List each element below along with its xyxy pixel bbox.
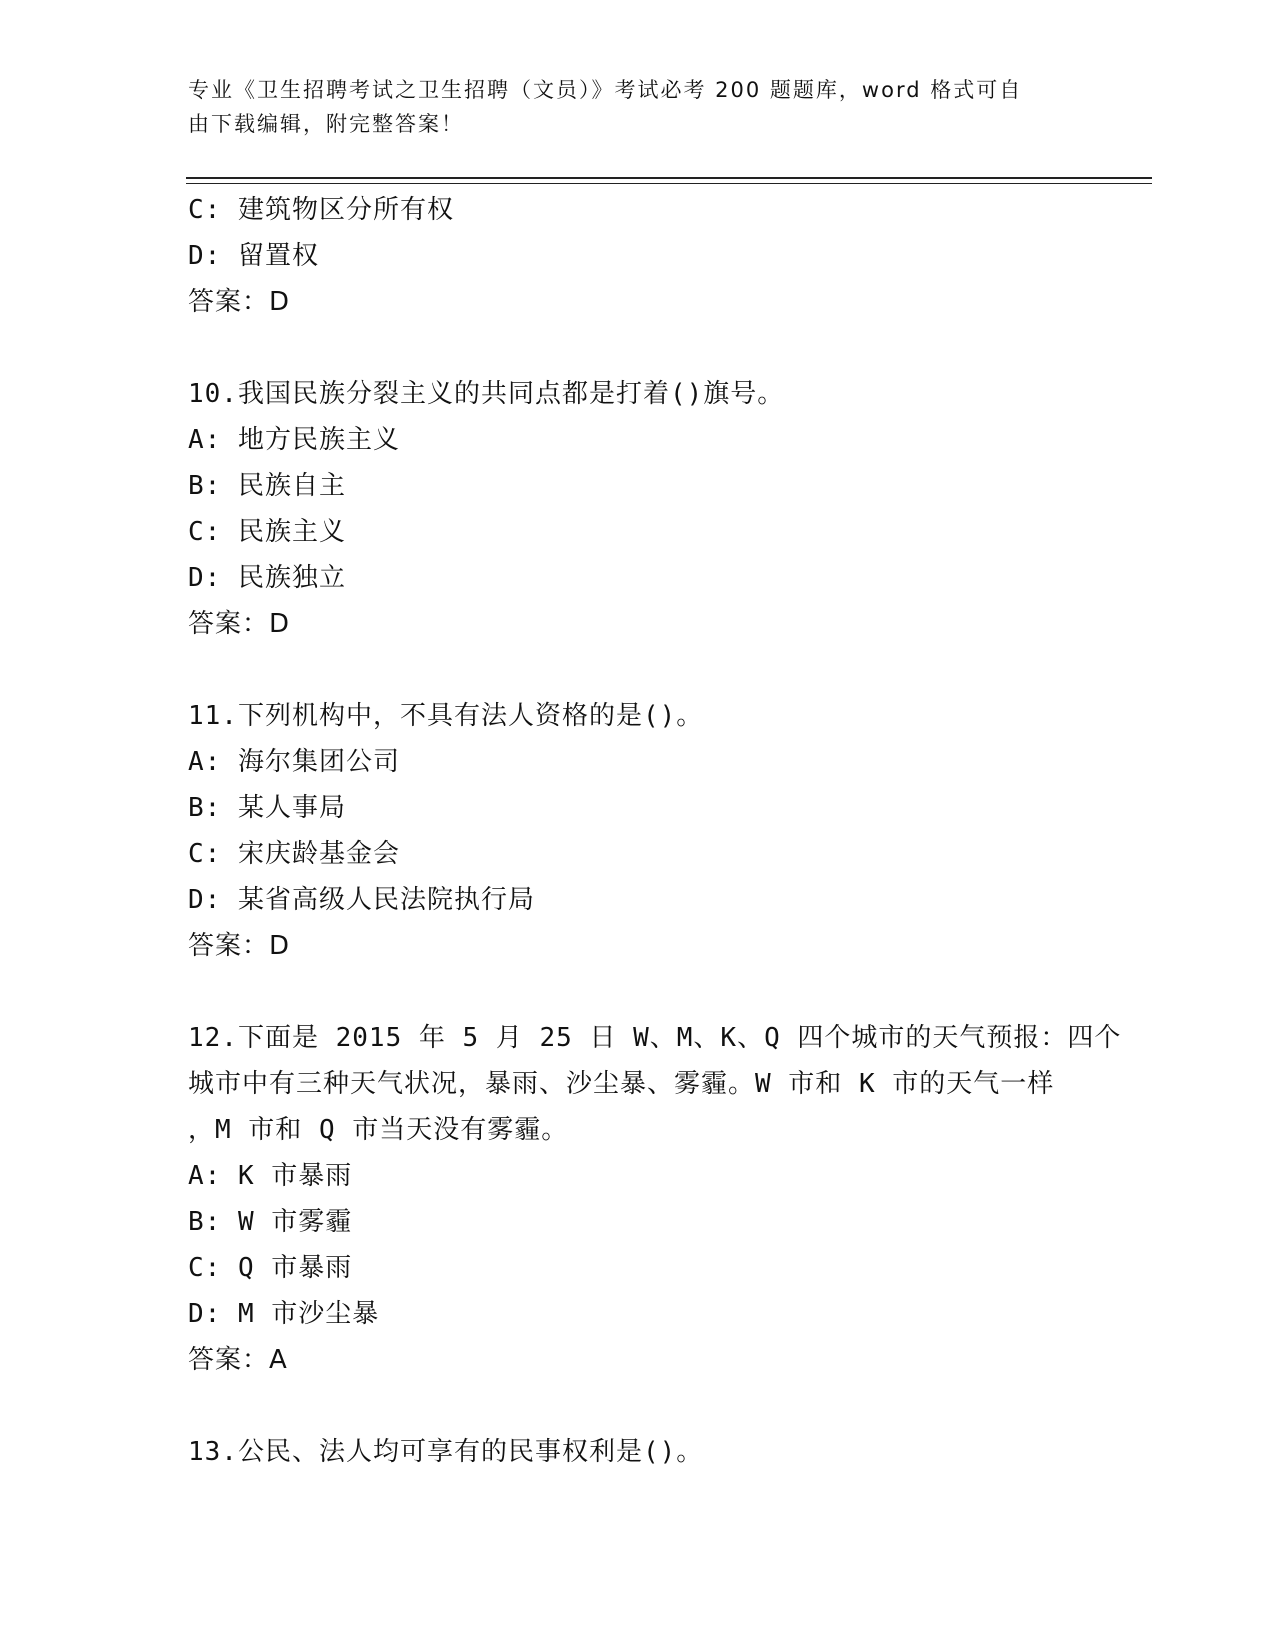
option-b: B: W 市雾霾 <box>188 1207 353 1237</box>
document-header <box>188 73 1088 141</box>
option-c: C: 建筑物区分所有权 <box>188 195 454 225</box>
question-10 <box>188 371 1088 647</box>
option-d: D: 民族独立 <box>188 563 346 593</box>
question-stem: 11.下列机构中，不具有法人资格的是()。 <box>188 701 704 731</box>
question-list <box>188 187 1122 1475</box>
question-stem: 10.我国民族分裂主义的共同点都是打着()旗号。 <box>188 379 785 409</box>
option-d: D: M 市沙尘暴 <box>188 1299 380 1329</box>
question-12 <box>188 1015 1122 1383</box>
question-stem-line-2: 城市中有三种天气状况，暴雨、沙尘暴、雾霾。W 市和 K 市的天气一样 <box>188 1069 1055 1099</box>
answer-line: 答案：D <box>188 931 291 961</box>
answer-line: 答案：D <box>188 287 291 317</box>
option-a: A: K 市暴雨 <box>188 1161 353 1191</box>
option-b: B: 民族自主 <box>188 471 346 501</box>
header-line-1: 专业《卫生招聘考试之卫生招聘（文员）》考试必考 200 题题库，word 格式可自 <box>188 78 1023 102</box>
option-c: C: Q 市暴雨 <box>188 1253 353 1283</box>
answer-line: 答案：A <box>188 1345 288 1375</box>
option-b: B: 某人事局 <box>188 793 346 823</box>
question-stem-line-1: 12.下面是 2015 年 5 月 25 日 W、M、K、Q 四个城市的天气预报：四个 <box>188 1023 1122 1053</box>
option-c: C: 民族主义 <box>188 517 346 547</box>
option-d: D: 留置权 <box>188 241 319 271</box>
answer-line: 答案：D <box>188 609 291 639</box>
continued-question <box>188 187 1088 325</box>
option-a: A: 海尔集团公司 <box>188 747 400 777</box>
header-divider-thick <box>186 177 1152 179</box>
header-divider-thin <box>186 183 1152 184</box>
header-line-2: 由下载编辑，附完整答案！ <box>188 112 464 136</box>
option-a: A: 地方民族主义 <box>188 425 400 455</box>
question-stem-line-3: ，M 市和 Q 市当天没有雾霾。 <box>188 1115 569 1145</box>
question-11 <box>188 693 1088 969</box>
option-c: C: 宋庆龄基金会 <box>188 839 400 869</box>
question-stem: 13.公民、法人均可享有的民事权利是()。 <box>188 1437 704 1467</box>
option-d: D: 某省高级人民法院执行局 <box>188 885 535 915</box>
question-13 <box>188 1429 1088 1475</box>
